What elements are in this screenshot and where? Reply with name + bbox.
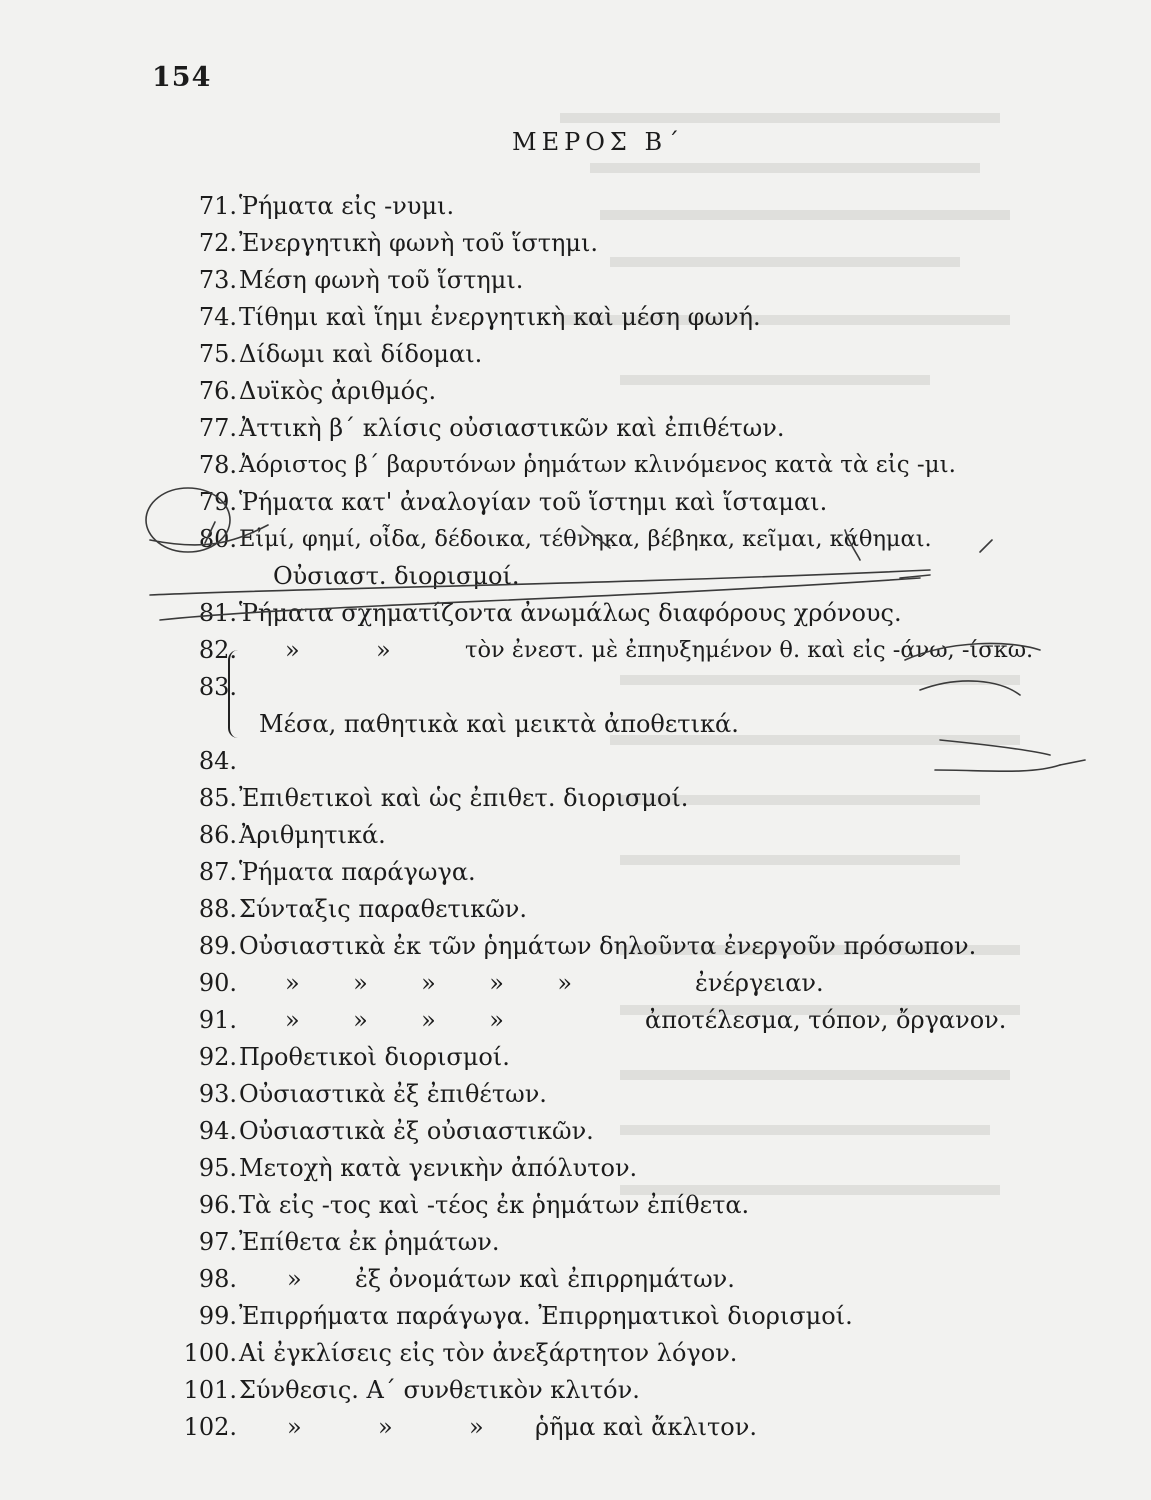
entry-title: Τὰ εἰς -τος καὶ -τέος ἐκ ῥημάτων ἐπίθετα. [239,1191,750,1219]
ditto-marks: » » » » [285,1006,504,1034]
ditto-marks: » » » » » [285,969,573,997]
entry-number: 100. [183,1339,237,1367]
entry-number: 72. [198,229,237,257]
entry-title: ἐνέργειαν. [695,969,824,997]
entry-title: ἀποτέλεσμα, τόπον, ὄργανον. [645,1006,1007,1034]
entry-number: 96. [198,1191,237,1219]
entry-number: 91. [198,1006,237,1034]
entry-number: 90. [198,969,237,997]
entry-number: 77. [198,414,237,442]
toc-row-99 [175,1298,1035,1335]
entry-number: 85. [198,784,237,812]
entry-title: Ῥήματα παράγωγα. [239,858,476,886]
entry-title: Εἰμί, φημί, οἶδα, δέδοικα, τέθνηκα, βέβηκα, κεῖμαι, κάθημαι. [239,526,932,552]
toc-row-83 [175,669,1035,706]
entry-number: 89. [198,932,237,960]
entry-number: 76. [198,377,237,405]
toc-row-95 [175,1150,1035,1187]
entry-number: 81. [198,599,237,627]
entry-title: Ῥήματα κατ' ἀναλογίαν τοῦ ἵστημι καὶ ἵσταμαι. [239,488,828,516]
ditto-marks: » » [285,636,391,664]
toc-row-84 [175,743,1035,780]
toc-row-100 [175,1335,1035,1372]
toc-row-94 [175,1113,1035,1150]
toc-row-102 [175,1409,1035,1446]
entry-title: Αἱ ἐγκλίσεις εἰς τὸν ἀνεξάρτητον λόγον. [239,1339,738,1367]
toc-row-93 [175,1076,1035,1113]
entry-title: Σύνθεσις. Α΄ συνθετικὸν κλιτόν. [239,1376,640,1404]
entry-title: Ἀόριστος β΄ βαρυτόνων ῥημάτων κλινόμενος κατὰ τὰ εἰς -μι. [239,452,956,478]
toc-row-80 [175,521,1035,558]
entry-title: Προθετικοὶ διορισμοί. [239,1043,510,1071]
entry-number: 97. [198,1228,237,1256]
toc-row-96 [175,1187,1035,1224]
entry-title: τὸν ἐνεστ. μὲ ἐπηυξημένον θ. καὶ εἰς -άνω, -ίσκω. [465,637,1034,663]
toc-row-86 [175,817,1035,854]
page-number: 154 [152,62,212,93]
entry-number: 82. [198,636,237,664]
entry-title: Οὐσιαστικὰ ἐξ ἐπιθέτων. [239,1080,547,1108]
toc-row-80-continuation [175,558,1035,595]
entry-title: Ῥήματα σχηματίζοντα ἀνωμάλως διαφόρους χρόνους. [239,599,902,627]
entry-title: Ἐπιρρήματα παράγωγα. Ἐπιρρηματικοὶ διορισμοί. [239,1302,853,1330]
toc-row-81 [175,595,1035,632]
toc-row-88 [175,891,1035,928]
entry-title: Ἐπιθετικοὶ καὶ ὡς ἐπιθετ. διορισμοί. [239,784,689,812]
entry-title: Ἐνεργητικὴ φωνὴ τοῦ ἵστημι. [239,229,599,257]
entry-title: Τίθημι καὶ ἵημι ἐνεργητικὴ καὶ μέση φωνή. [239,303,761,331]
entry-number: 92. [198,1043,237,1071]
entry-number: 74. [198,303,237,331]
entry-number: 87. [198,858,237,886]
toc-row-74 [175,299,1035,336]
entry-title: Οὐσιαστικὰ ἐξ οὐσιαστικῶν. [239,1117,594,1145]
entry-number: 99. [198,1302,237,1330]
ditto-marks: » » » [287,1413,484,1441]
toc-row-75 [175,336,1035,373]
toc-row-76 [175,373,1035,410]
entry-title: Δυϊκὸς ἀριθμός. [239,377,437,405]
entry-title: Ἐπίθετα ἐκ ῥημάτων. [239,1228,500,1256]
entry-number: 98. [198,1265,237,1293]
entry-number: 94. [198,1117,237,1145]
entry-number: 101. [183,1376,237,1404]
entry-title: ῥῆμα καὶ ἄκλιτον. [535,1413,757,1441]
toc-row-91 [175,1002,1035,1039]
entry-number: 78. [198,451,237,479]
entry-number: 80. [198,525,237,553]
entry-title: Οὐσιαστικὰ ἐκ τῶν ῥημάτων δηλοῦντα ἐνεργοῦν πρόσωπον. [239,932,977,960]
toc-row-101 [175,1372,1035,1409]
toc-row-89 [175,928,1035,965]
toc-row-71 [175,188,1035,225]
entry-title: Δίδωμι καὶ δίδομαι. [239,340,483,368]
entry-number: 93. [198,1080,237,1108]
toc-row-90 [175,965,1035,1002]
entry-number: 95. [198,1154,237,1182]
toc-row-72 [175,225,1035,262]
entry-number: 73. [198,266,237,294]
toc-row-83-84-shared [175,706,1035,743]
toc-row-98 [175,1261,1035,1298]
entry-number: 75. [198,340,237,368]
entry-title: Μετοχὴ κατὰ γενικὴν ἀπόλυτον. [239,1154,638,1182]
entry-number: 102. [183,1413,237,1441]
toc-row-97 [175,1224,1035,1261]
toc-row-73 [175,262,1035,299]
toc-row-77 [175,410,1035,447]
toc-row-79 [175,484,1035,521]
entry-number: 71. [198,192,237,220]
toc-row-85 [175,780,1035,817]
entry-title: Μέσα, παθητικὰ καὶ μεικτὰ ἀποθετικά. [259,710,739,738]
entry-number: 86. [198,821,237,849]
entry-number: 84. [198,747,237,775]
entry-title: ἐξ ὀνομάτων καὶ ἐπιρρημάτων. [355,1265,735,1293]
toc-row-87 [175,854,1035,891]
ditto-marks: » [287,1265,302,1293]
toc-row-82 [175,632,1035,669]
toc-row-78 [175,447,1035,484]
entry-title: Ῥήματα εἰς -νυμι. [239,192,455,220]
table-of-contents [175,188,1035,1446]
entry-number: 83. [198,673,237,701]
entry-title: Ἀριθμητικά. [239,821,386,849]
entry-title: Οὐσιαστ. διορισμοί. [273,562,520,590]
toc-row-92 [175,1039,1035,1076]
entry-title: Μέση φωνὴ τοῦ ἵστημι. [239,266,524,294]
entry-number: 88. [198,895,237,923]
section-title: ΜΕΡΟΣ Β΄ [512,128,685,156]
brace-83-84 [228,650,242,738]
entry-title: Σύνταξις παραθετικῶν. [239,895,527,923]
entry-number: 79. [198,488,237,516]
entry-title: Ἀττικὴ β΄ κλίσις οὐσιαστικῶν καὶ ἐπιθέτων. [239,414,785,442]
